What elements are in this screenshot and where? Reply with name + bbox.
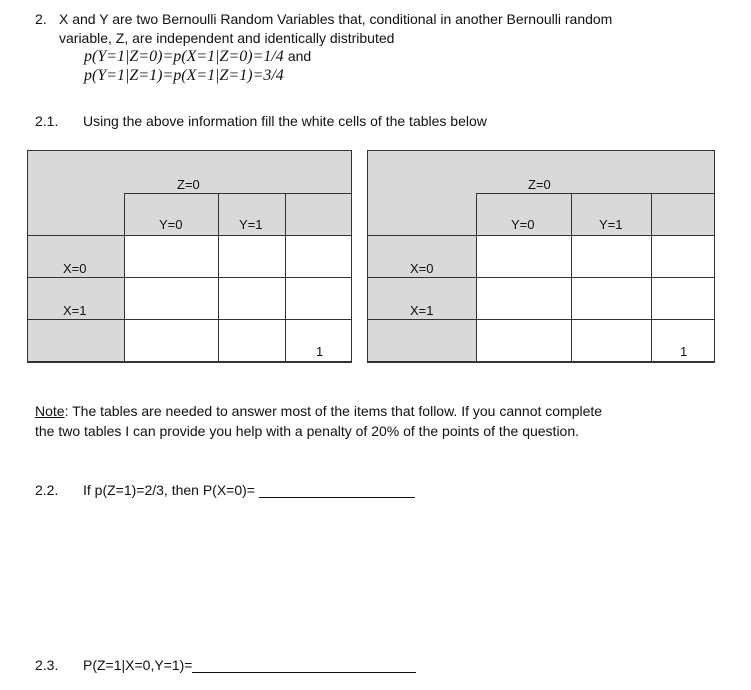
note-line-1-text: : The tables are needed to answer most of the items that follow. If you cannot complete — [64, 403, 603, 419]
q22-text: If p(Z=1)=2/3, then P(X=0)= — [83, 482, 259, 498]
equation-1 — [84, 48, 311, 66]
x1-label: X=1 — [410, 303, 434, 318]
q22-answer-blank[interactable] — [259, 483, 415, 498]
cell-total-y0[interactable] — [125, 320, 218, 361]
q22-number: 2.2. — [35, 482, 59, 498]
table-row-header-bg — [368, 235, 476, 361]
q23-line — [83, 657, 416, 673]
cell-total-y0[interactable] — [477, 320, 571, 361]
cell-x1-y0[interactable] — [477, 278, 571, 319]
equation-2: p(Y=1|Z=1)=p(X=1|Z=1)=3/4 — [84, 67, 284, 84]
x0-label: X=0 — [63, 261, 87, 276]
cell-x1-total[interactable] — [652, 278, 714, 319]
cell-x1-y0[interactable] — [125, 278, 218, 319]
cell-x0-total[interactable] — [652, 236, 714, 277]
cell-x0-y0[interactable] — [477, 236, 571, 277]
equation-1-text: p(Y=1|Z=0)=p(X=1|Z=0)=1/4 — [84, 48, 284, 65]
cell-x1-total[interactable] — [286, 278, 351, 319]
q23-answer-blank[interactable] — [192, 658, 416, 673]
y1-label: Y=1 — [239, 217, 263, 232]
x0-label: X=0 — [410, 261, 434, 276]
cell-x1-y1[interactable] — [219, 278, 285, 319]
y0-label: Y=0 — [511, 217, 535, 232]
cell-x0-y1[interactable] — [572, 236, 651, 277]
cell-total-y1[interactable] — [572, 320, 651, 361]
table-row-header-bg — [28, 235, 124, 361]
cell-x0-total[interactable] — [286, 236, 351, 277]
note-label: Note — [35, 403, 65, 419]
z-label: Z=0 — [528, 177, 551, 192]
cell-x1-y1[interactable] — [572, 278, 651, 319]
note-line-2: the two tables I can provide you help with a penalty of 20% of the points of the question. — [35, 423, 580, 439]
cell-total-y1[interactable] — [219, 320, 285, 361]
z-label: Z=0 — [177, 177, 200, 192]
q23-number: 2.3. — [35, 657, 59, 673]
q22-line — [83, 482, 415, 498]
total-label: 1 — [316, 344, 324, 359]
total-label: 1 — [680, 344, 688, 359]
x1-label: X=1 — [63, 303, 87, 318]
cell-x0-y0[interactable] — [125, 236, 218, 277]
y0-label: Y=0 — [159, 217, 183, 232]
question-line-2: variable, Z, are independent and identically distributed — [59, 30, 395, 46]
note-line-1 — [35, 403, 602, 419]
q23-text: P(Z=1|X=0,Y=1)= — [83, 657, 193, 673]
table-1 — [27, 150, 352, 363]
y1-label: Y=1 — [599, 217, 623, 232]
question-number: 2. — [35, 11, 47, 27]
question-line-1: X and Y are two Bernoulli Random Variables that, conditional in another Bernoulli random — [59, 11, 613, 27]
table-2 — [367, 150, 715, 363]
q21-number: 2.1. — [35, 113, 59, 129]
cell-x0-y1[interactable] — [219, 236, 285, 277]
q21-text: Using the above information fill the white cells of the tables below — [83, 113, 487, 129]
equation-and: and — [287, 48, 312, 64]
